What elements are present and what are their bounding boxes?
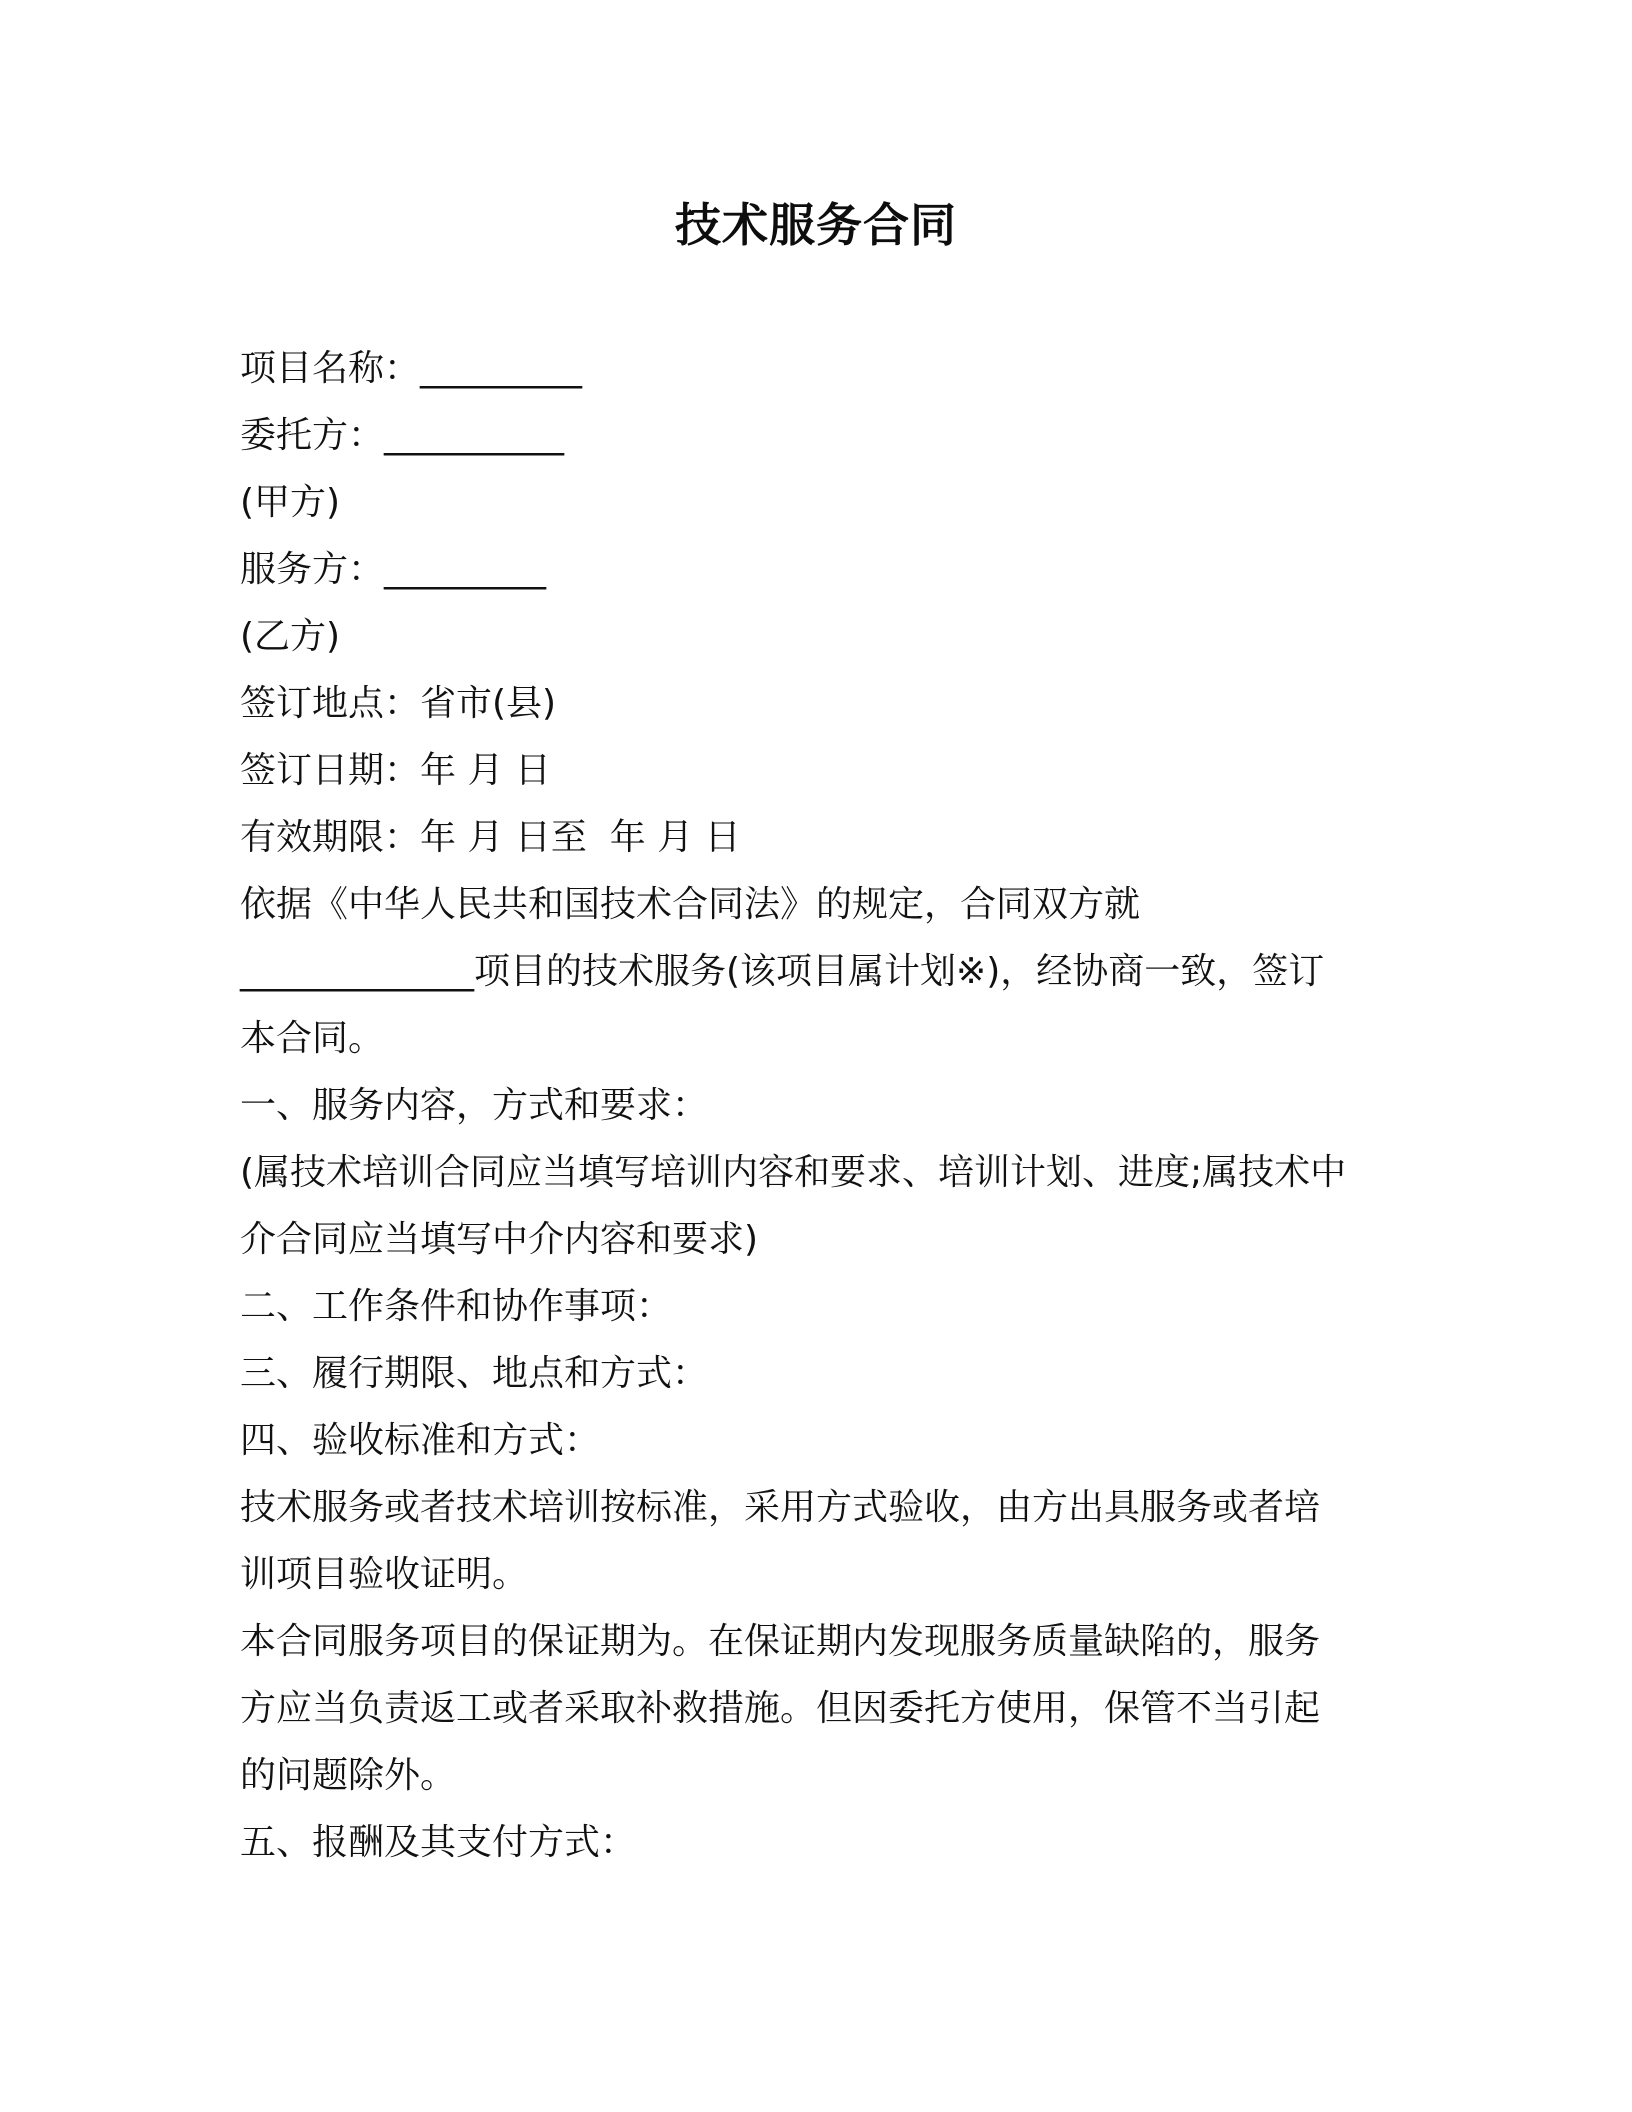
document-title: 技术服务合同: [675, 198, 957, 252]
document-body: [240, 335, 1400, 1876]
acceptance-text-line-1: 技术服务或者技术培训按标准，采用方式验收，由方出具服务或者培: [240, 1487, 1321, 1528]
service-provider-line: 服务方：_________: [240, 549, 547, 590]
section-4-heading: 四、验收标准和方式：: [240, 1420, 601, 1461]
signing-date-line: 签订日期：年 月 日: [240, 750, 551, 791]
project-name-line: 项目名称：_________: [240, 348, 583, 389]
client-line: 委托方：__________: [240, 415, 565, 456]
warranty-text-line-1: 本合同服务项目的保证期为。在保证期内发现服务质量缺陷的，服务: [240, 1621, 1321, 1662]
preamble-line-3: 本合同。: [240, 1018, 385, 1059]
preamble-line-1: 依据《中华人民共和国技术合同法》的规定，合同双方就: [240, 884, 1141, 925]
warranty-text-line-2: 方应当负责返工或者采取补救措施。但因委托方使用，保管不当引起: [240, 1688, 1321, 1729]
warranty-text-line-3: 的问题除外。: [240, 1755, 457, 1796]
section-3-heading: 三、履行期限、地点和方式：: [240, 1353, 709, 1394]
section-2-heading: 二、工作条件和协作事项：: [240, 1286, 673, 1327]
party-a-line: (甲方): [240, 482, 341, 523]
signing-place-line: 签订地点：省市(县): [240, 683, 557, 724]
preamble-line-2: _____________项目的技术服务(该项目属计划※)，经协商一致，签订: [240, 951, 1325, 992]
section-1-note-line-2: 介合同应当填写中介内容和要求): [240, 1219, 759, 1260]
section-1-note-line-1: (属技术培训合同应当填写培训内容和要求、培训计划、进度;属技术中: [240, 1152, 1347, 1193]
acceptance-text-line-2: 训项目验收证明。: [240, 1554, 529, 1595]
section-5-heading: 五、报酬及其支付方式：: [240, 1822, 637, 1863]
party-b-line: (乙方): [240, 616, 341, 657]
section-1-heading: 一、服务内容，方式和要求：: [240, 1085, 709, 1126]
validity-period-line: 有效期限：年 月 日至 年 月 日: [240, 817, 741, 858]
